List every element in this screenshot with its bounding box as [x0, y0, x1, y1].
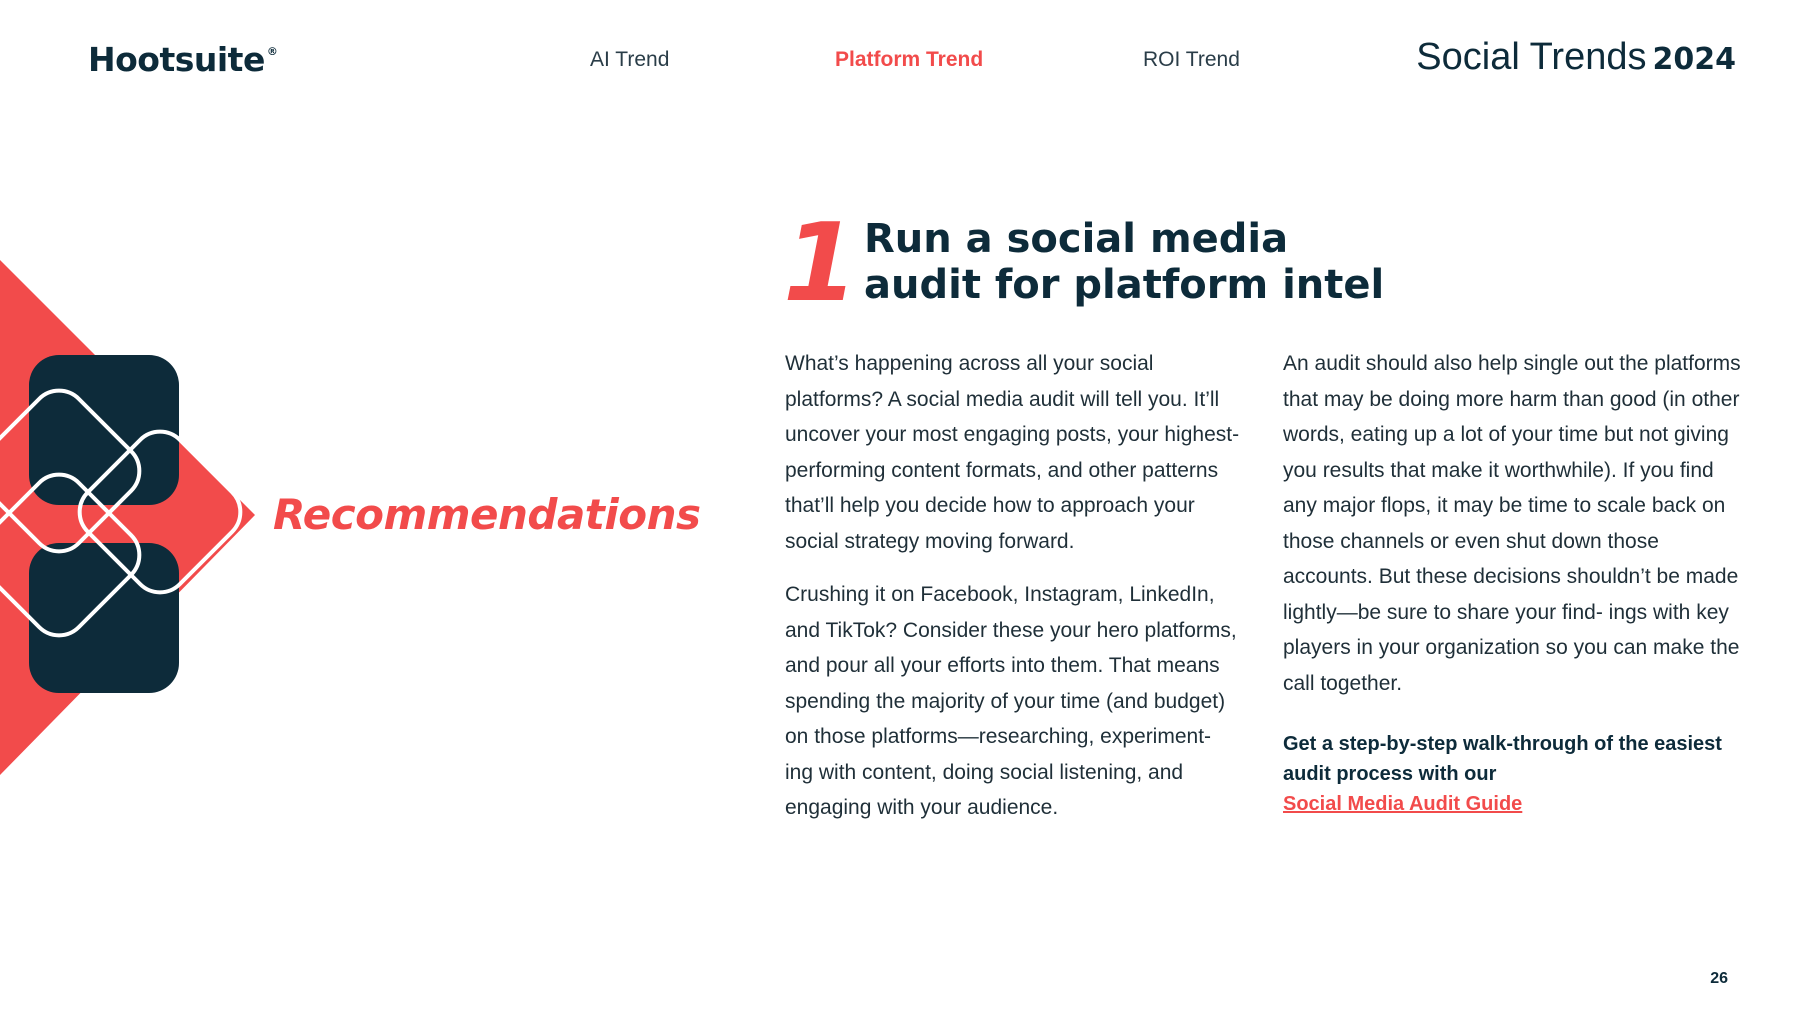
navy-block-bottom [29, 543, 179, 693]
callout-text: Get a step-by-step walk-through of the easiest audit process with our [1283, 733, 1722, 785]
body-paragraph: Crushing it on Facebook, Instagram, LinkedIn, and TikTok? Consider these your hero platforms, and pour all your efforts into them. That means spending the majority of your time (and budget) on those platforms—researching, experiment- ing with content, doing social listening, and engaging with your audience. [785, 583, 1237, 819]
registered-mark: ® [266, 45, 278, 58]
red-arrow-shape [0, 260, 255, 775]
brand-title: Social Trends [1416, 36, 1647, 78]
social-trends-brand [1416, 36, 1736, 79]
heading-line-2: audit for platform intel [864, 262, 1385, 308]
audit-guide-link[interactable]: Social Media Audit Guide [1283, 793, 1523, 815]
logo-text: Hootsuite [88, 40, 265, 79]
brand-year: 2024 [1652, 42, 1736, 77]
hootsuite-logo[interactable] [88, 40, 277, 79]
recommendation-number: 1 [783, 201, 859, 326]
recommendations-graphic [0, 250, 260, 790]
body-paragraph: What’s happening across all your social platforms? A social media audit will tell you. It’ll uncover your most engaging posts, your highest-performing content formats, and other patterns that’ll help you decide how to approach your social strategy moving forward. [785, 352, 1240, 553]
audit-guide-callout [1283, 729, 1745, 819]
section-label: Recommendations [273, 490, 701, 539]
nav-roi-trend[interactable]: ROI Trend [1143, 48, 1240, 71]
page-number: 26 [1710, 970, 1728, 987]
heading-line-1: Run a social media [864, 216, 1289, 262]
nav-platform-trend[interactable]: Platform Trend [835, 48, 984, 71]
body-paragraph: An audit should also help single out the platforms that may be doing more harm than good (in other words, eating up a lot of your time but not giving you results that make it worthwhile). If you find any major flops, it may be time to scale back on those channels or even shut down those accounts. But these decisions shouldn’t be made lightly—be sure to share your find- ings with key players in your organization so you can make the call together. [1283, 352, 1741, 695]
left-column [785, 346, 1240, 844]
recommendation-heading [864, 216, 1464, 308]
right-column [1283, 346, 1745, 819]
nav-ai-trend[interactable]: AI Trend [590, 48, 670, 71]
